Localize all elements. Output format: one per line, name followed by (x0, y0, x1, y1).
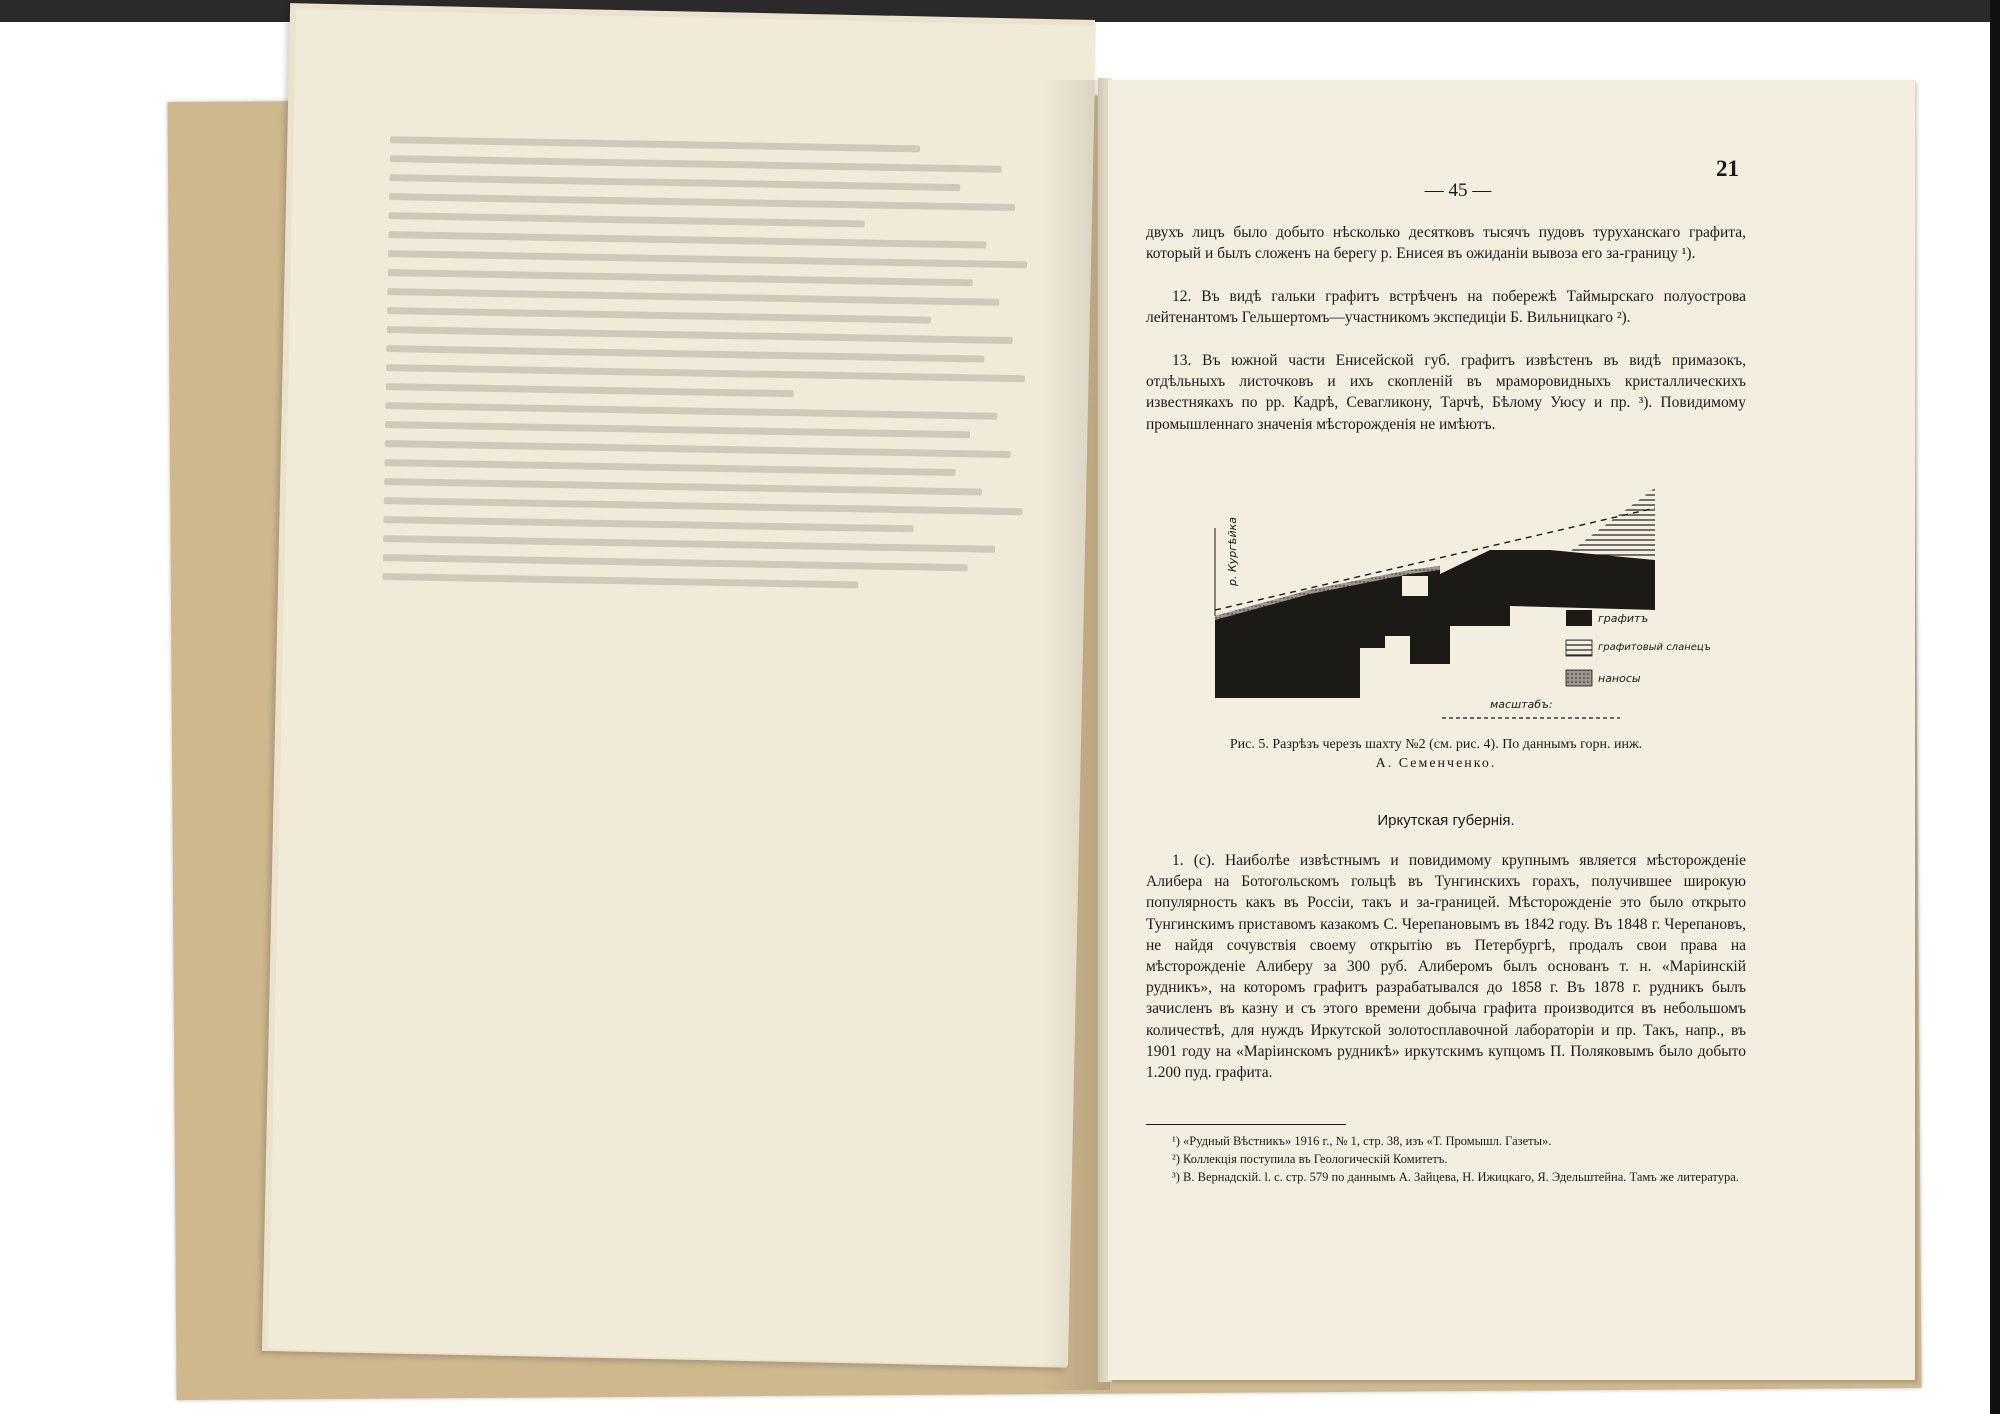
footnote: ³) В. Вернадскій. l. c. стр. 579 по даннымъ А. Зайцева, Н. Ижицкаго, Я. Эдельштейна. Тамъ же литература. (1172, 1170, 1739, 1184)
section-heading: Иркутская губернія. (1377, 812, 1515, 829)
legend-graphite: графитъ (1598, 612, 1649, 625)
river-label: р. Кургѣйка (1226, 517, 1239, 586)
legend-graphite-swatch (1566, 610, 1592, 626)
left-page-bleed-through (370, 124, 1070, 1316)
legend-alluvium-swatch (1566, 670, 1592, 686)
paragraph: двухъ лицъ было добыто нѣсколько десятковъ тысячъ пудовъ туруханскаго графита, который и былъ сложенъ на берегу р. Енисея въ ожиданіи вывоза его за-границу ¹). (1146, 224, 1746, 263)
footnote: ²) Коллекція поступила въ Геологическій Комитетъ. (1172, 1152, 1448, 1166)
page-number: — 45 — (1424, 180, 1492, 201)
paragraph: 1. (с). Наиболѣе извѣстнымъ и повидимому крупнымъ является мѣсторожденіе Алибера на Ботогольскомъ гольцѣ въ Тунгинскихъ горахъ, получившее широкую популярность какъ въ Россіи, такъ и за-границей. Мѣсторожденіе это было открыто Тунгинскимъ приставомъ казакомъ С. Черепановымъ въ 1842 году. Въ 1848 г. Черепановъ, не найдя сочувствія своему открытію въ Петербургѣ, продалъ свои права на мѣсторожденіе Алиберу за 300 руб. Алиберомъ былъ основанъ т. н. «Маріинскій рудникъ», на которомъ графитъ разрабатывался до 1858 г. Въ 1878 г. рудникъ былъ зачисленъ въ казну и съ этого времени добыча графита производится въ небольшомъ количествѣ, для нуждъ Иркутской золотосплавочной лабораторіи и пр. Такъ, напр., въ 1901 году на «Маріинскомъ рудникѣ» иркутскимъ купцомъ П. Поляковымъ было добыто 1.200 пуд. графита. (1146, 852, 1746, 1082)
scanner-right-edge (1990, 0, 2000, 1414)
legend-shale-swatch (1566, 640, 1592, 656)
legend-alluvium: наносы (1598, 672, 1641, 685)
legend-shale: графитовый сланецъ (1598, 642, 1711, 653)
footnote-rule (1146, 1124, 1346, 1125)
figure-caption-line: А. Семенченко. (1375, 756, 1497, 771)
figure-caption (1156, 735, 1716, 773)
scale-label: масштабъ: (1490, 698, 1553, 711)
paragraph: 12. Въ видѣ гальки графитъ встрѣченъ на побережѣ Таймырскаго полуострова лейтенантомъ Гельшертомъ—участникомъ экспедиціи Б. Вильницкаго ²). (1146, 288, 1746, 327)
paragraph: 13. Въ южной части Енисейской губ. графитъ извѣстенъ въ видѣ примазокъ, отдѣльныхъ листочковъ и ихъ скопленій въ мраморовидныхъ кристаллическихъ известнякахъ по рр. Кадрѣ, Севагликону, Тарчѣ, Бѣлому Уюсу и пр. ³). Повидимому промышленнаго значенія мѣсторожденія не имѣютъ. (1146, 352, 1746, 433)
footnote: ¹) «Рудный Вѣстникъ» 1916 г., № 1, стр. 38, изъ «Т. Промышл. Газеты». (1172, 1134, 1552, 1148)
sheet-number: 21 (1716, 156, 1739, 181)
cross-section-figure (1210, 488, 1711, 732)
figure-caption-line: Рис. 5. Разрѣзъ черезъ шахту №2 (см. рис. 4). По даннымъ горн. инж. (1229, 737, 1643, 752)
